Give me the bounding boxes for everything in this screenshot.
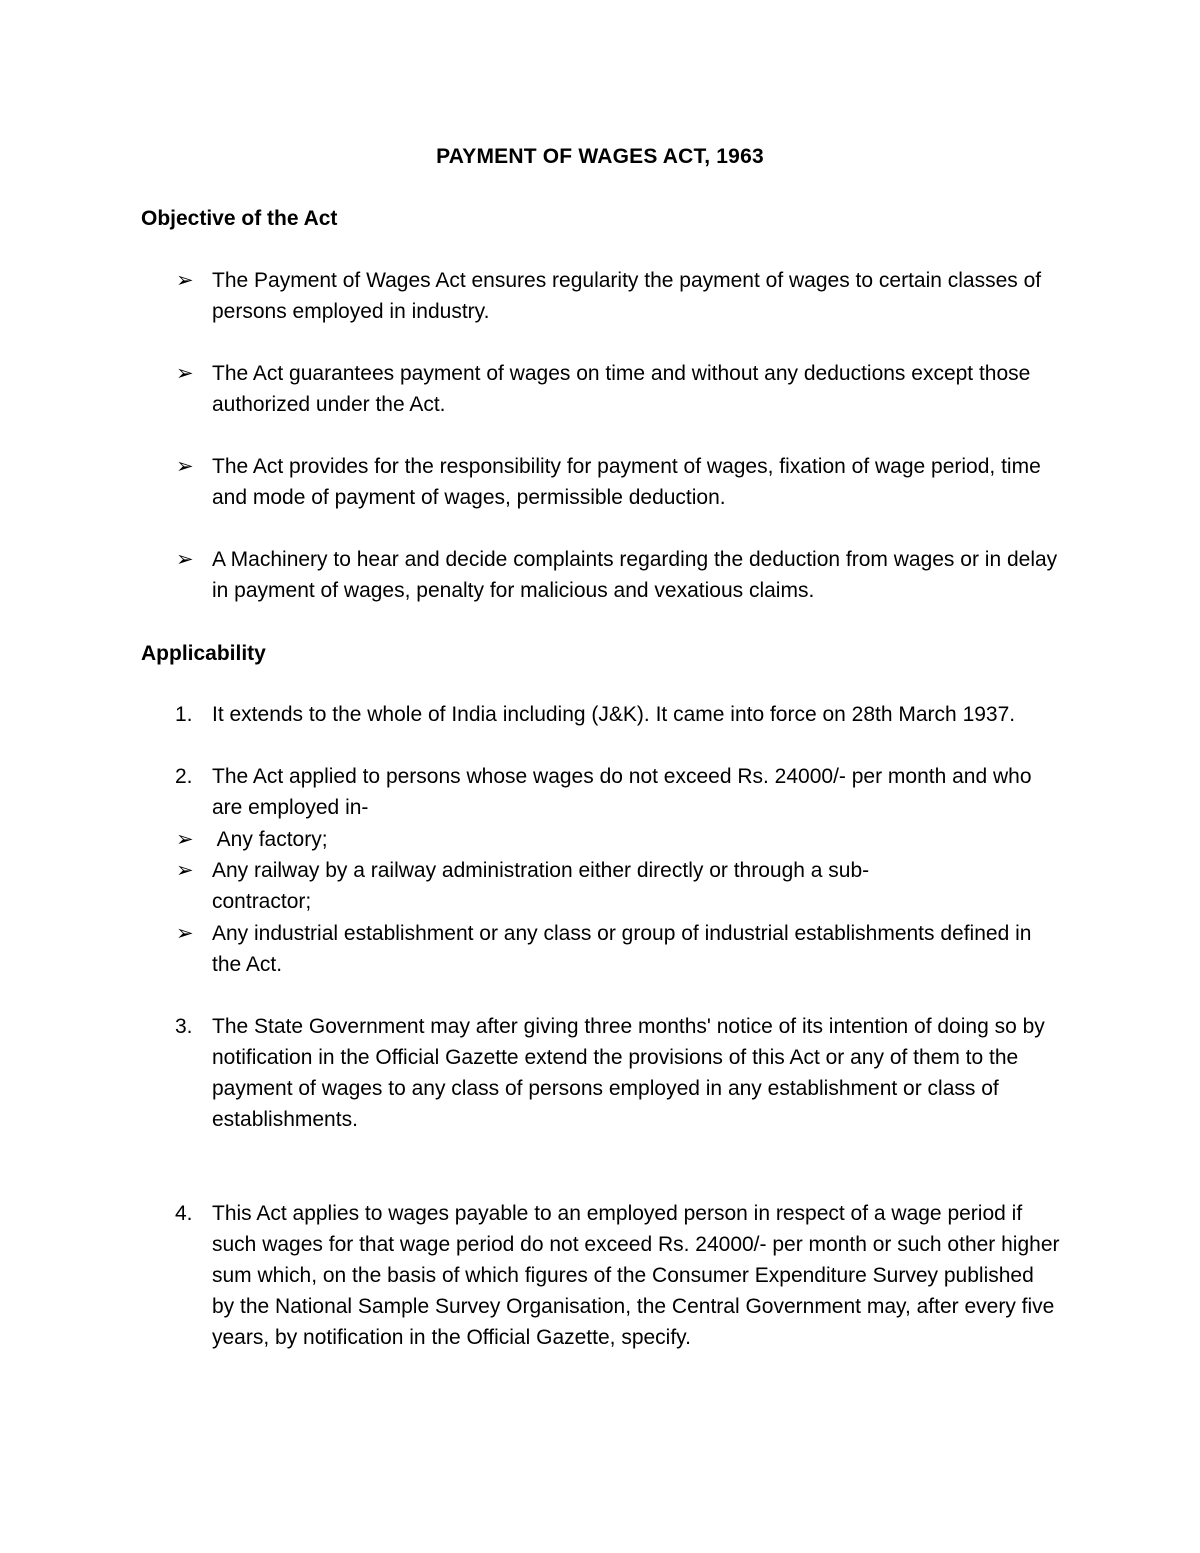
- list-number: 1.: [175, 703, 193, 726]
- list-number: 2.: [175, 765, 193, 788]
- list-number: 3.: [175, 1015, 193, 1038]
- objective-item: [141, 451, 1061, 513]
- objective-item-text: The Act guarantees payment of wages on time and without any deductions except those authorized under the Act.: [212, 362, 1031, 416]
- document-title: PAYMENT OF WAGES ACT, 1963: [436, 145, 764, 168]
- arrow-bullet-icon: ➢: [176, 548, 194, 571]
- objective-item: [141, 265, 1061, 327]
- arrow-bullet-icon: ➢: [176, 859, 194, 882]
- applicability-sub-bullet: [141, 855, 1061, 917]
- objective-item-text: The Payment of Wages Act ensures regularity the payment of wages to certain classes of persons employed in industry.: [212, 269, 1042, 323]
- objective-item: [141, 358, 1061, 420]
- arrow-bullet-icon: ➢: [176, 922, 194, 945]
- applicability-numbered-item: [141, 761, 1061, 823]
- applicability-item-text: The State Government may after giving three months' notice of its intention of doing so by notification in the Official Gazette extend the provisions of this Act or any of them to the payment of wages to any class of persons employed in any establishment or class of establishments.: [212, 1015, 1045, 1131]
- applicability-numbered-item: [141, 699, 1061, 730]
- applicability-numbered-item: [141, 1011, 1061, 1135]
- objective-item-text: The Act provides for the responsibility for payment of wages, fixation of wage period, time and mode of payment of wages, permissible deduction.: [212, 455, 1041, 509]
- applicability-item-text: It extends to the whole of India including (J&K). It came into force on 28th March 1937.: [212, 703, 1016, 726]
- applicability-heading: Applicability: [141, 642, 266, 665]
- arrow-bullet-icon: ➢: [176, 269, 194, 292]
- sub-bullet-text: Any factory;: [212, 828, 328, 851]
- arrow-bullet-icon: ➢: [176, 362, 194, 385]
- sub-bullet-text: Any railway by a railway administration either directly or through a sub-contractor;: [212, 859, 870, 913]
- sub-bullet-text: Any industrial establishment or any class or group of industrial establishments defined in the Act.: [212, 922, 1032, 976]
- applicability-sub-bullet: [141, 824, 1061, 855]
- objective-item: [141, 544, 1061, 606]
- applicability-item-text: The Act applied to persons whose wages do not exceed Rs. 24000/- per month and who are employed in-: [212, 765, 1032, 819]
- applicability-item-text: This Act applies to wages payable to an employed person in respect of a wage period if such wages for that wage period do not exceed Rs. 24000/- per month or such other higher sum which, on the basis of which figures of the Consumer Expenditure Survey published by the National Sample Survey Organisation, the Central Government may, after every five years, by notification in the Official Gazette, specify.: [212, 1202, 1060, 1349]
- list-number: 4.: [175, 1202, 193, 1225]
- applicability-sub-bullet: [141, 918, 1061, 980]
- applicability-numbered-item: [141, 1198, 1061, 1353]
- objective-item-text: A Machinery to hear and decide complaints regarding the deduction from wages or in delay in payment of wages, penalty for malicious and vexatious claims.: [212, 548, 1058, 602]
- arrow-bullet-icon: ➢: [176, 828, 194, 851]
- objective-heading: Objective of the Act: [141, 207, 338, 230]
- arrow-bullet-icon: ➢: [176, 455, 194, 478]
